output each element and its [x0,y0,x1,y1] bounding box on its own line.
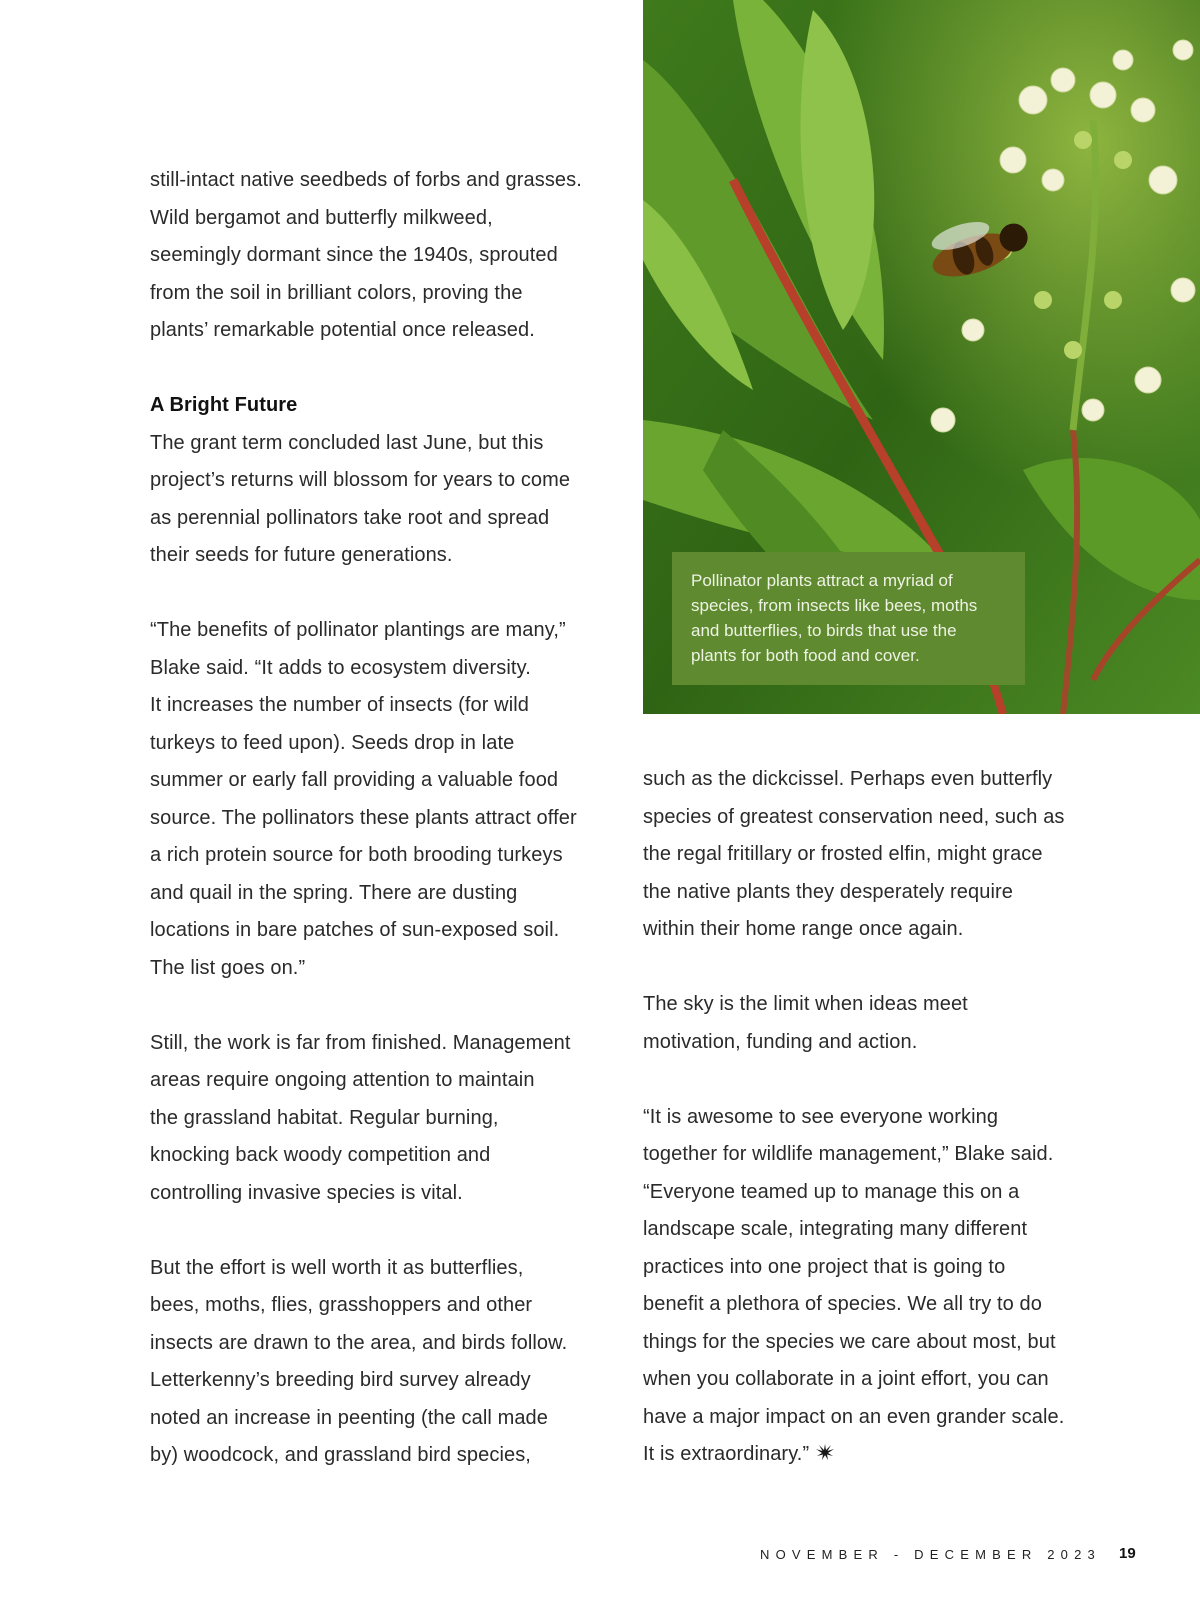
text-line: The sky is the limit when ideas meet [643,993,968,1015]
text-line: Blake said. “It adds to ecosystem diversity. [150,656,531,679]
text-line: bees, moths, flies, grasshoppers and other [150,1294,533,1316]
text-line: their seeds for future generations. [150,544,453,566]
paragraph [150,162,610,350]
text-line: The grant term concluded last June, but this [150,431,544,454]
paragraph [150,425,610,575]
text-line: noted an increase in peenting (the call made [150,1406,548,1429]
photo-caption [672,552,1025,685]
text-line: benefit a plethora of species. We all try to do [643,1293,1042,1315]
caption-line: species, from insects like bees, moths [691,596,978,615]
text-line: seemingly dormant since the 1940s, sprouted [150,244,558,266]
paragraph [643,986,1113,1061]
text-line: things for the species we care about most, but [643,1330,1056,1353]
text-line: within their home range once again. [643,918,964,940]
text-line: and quail in the spring. There are dusting [150,881,518,904]
text-line: areas require ongoing attention to maintain [150,1069,535,1091]
text-line: together for wildlife management,” Blake said. [643,1143,1054,1165]
text-line: from the soil in brilliant colors, proving the [150,281,523,304]
text-line: by) woodcock, and grassland bird species, [150,1444,531,1466]
left-column [150,162,610,1475]
text-line: “The benefits of pollinator plantings are many,” [150,619,566,641]
text-line: “Everyone teamed up to manage this on a [643,1180,1020,1203]
page-number: 19 [1119,1545,1136,1562]
text-line: a rich protein source for both brooding turkeys [150,844,563,866]
caption-line: plants for both food and cover. [691,646,920,665]
text-line: Still, the work is far from finished. Management [150,1031,571,1054]
text-line: summer or early fall providing a valuable food [150,769,559,791]
text-line: Wild bergamot and butterfly milkweed, [150,206,493,229]
text-line: plants’ remarkable potential once released. [150,319,535,341]
text-line: locations in bare patches of sun-exposed soil. [150,919,560,941]
caption-line: and butterflies, to birds that use the [691,621,957,640]
text-line: landscape scale, integrating many different [643,1218,1028,1240]
right-column [643,761,1113,1476]
text-line: It is extraordinary.” [643,1443,810,1465]
text-line: It increases the number of insects (for wild [150,694,529,716]
paragraph [643,761,1113,949]
text-line: The list goes on.” [150,956,306,979]
text-line-last [643,1436,1113,1476]
text-line: source. The pollinators these plants attract offer [150,806,577,829]
text-line: Letterkenny’s breeding bird survey already [150,1369,531,1391]
turkey-end-mark-icon [815,1438,835,1476]
text-line: “It is awesome to see everyone working [643,1105,999,1128]
text-line: such as the dickcissel. Perhaps even butterfly [643,768,1053,790]
paragraph [150,612,610,987]
text-line: the grassland habitat. Regular burning, [150,1106,499,1129]
text-line: turkeys to feed upon). Seeds drop in late [150,731,515,754]
text-line: knocking back woody competition and [150,1144,491,1166]
text-line: the regal fritillary or frosted elfin, might grace [643,843,1043,865]
caption-line: Pollinator plants attract a myriad of [691,571,953,590]
text-line: controlling invasive species is vital. [150,1181,463,1204]
text-line: practices into one project that is going to [643,1255,1006,1278]
paragraph [643,1099,1113,1476]
text-line: motivation, funding and action. [643,1030,918,1053]
footer-issue-date: NOVEMBER - DECEMBER 2023 [760,1547,1101,1562]
text-line: species of greatest conservation need, such as [643,805,1065,828]
text-line: still-intact native seedbeds of forbs and grasses. [150,169,582,191]
paragraph [150,1250,610,1475]
text-line: when you collaborate in a joint effort, you can [643,1368,1049,1390]
text-line: project’s returns will blossom for years to come [150,469,571,491]
paragraph [150,1025,610,1213]
text-line: insects are drawn to the area, and birds follow. [150,1331,568,1354]
text-line: But the effort is well worth it as butterflies, [150,1256,524,1279]
section-heading: A Bright Future [150,394,298,416]
text-line: as perennial pollinators take root and spread [150,506,550,529]
text-line: the native plants they desperately require [643,880,1013,903]
text-line: have a major impact on an even grander scale. [643,1405,1065,1428]
